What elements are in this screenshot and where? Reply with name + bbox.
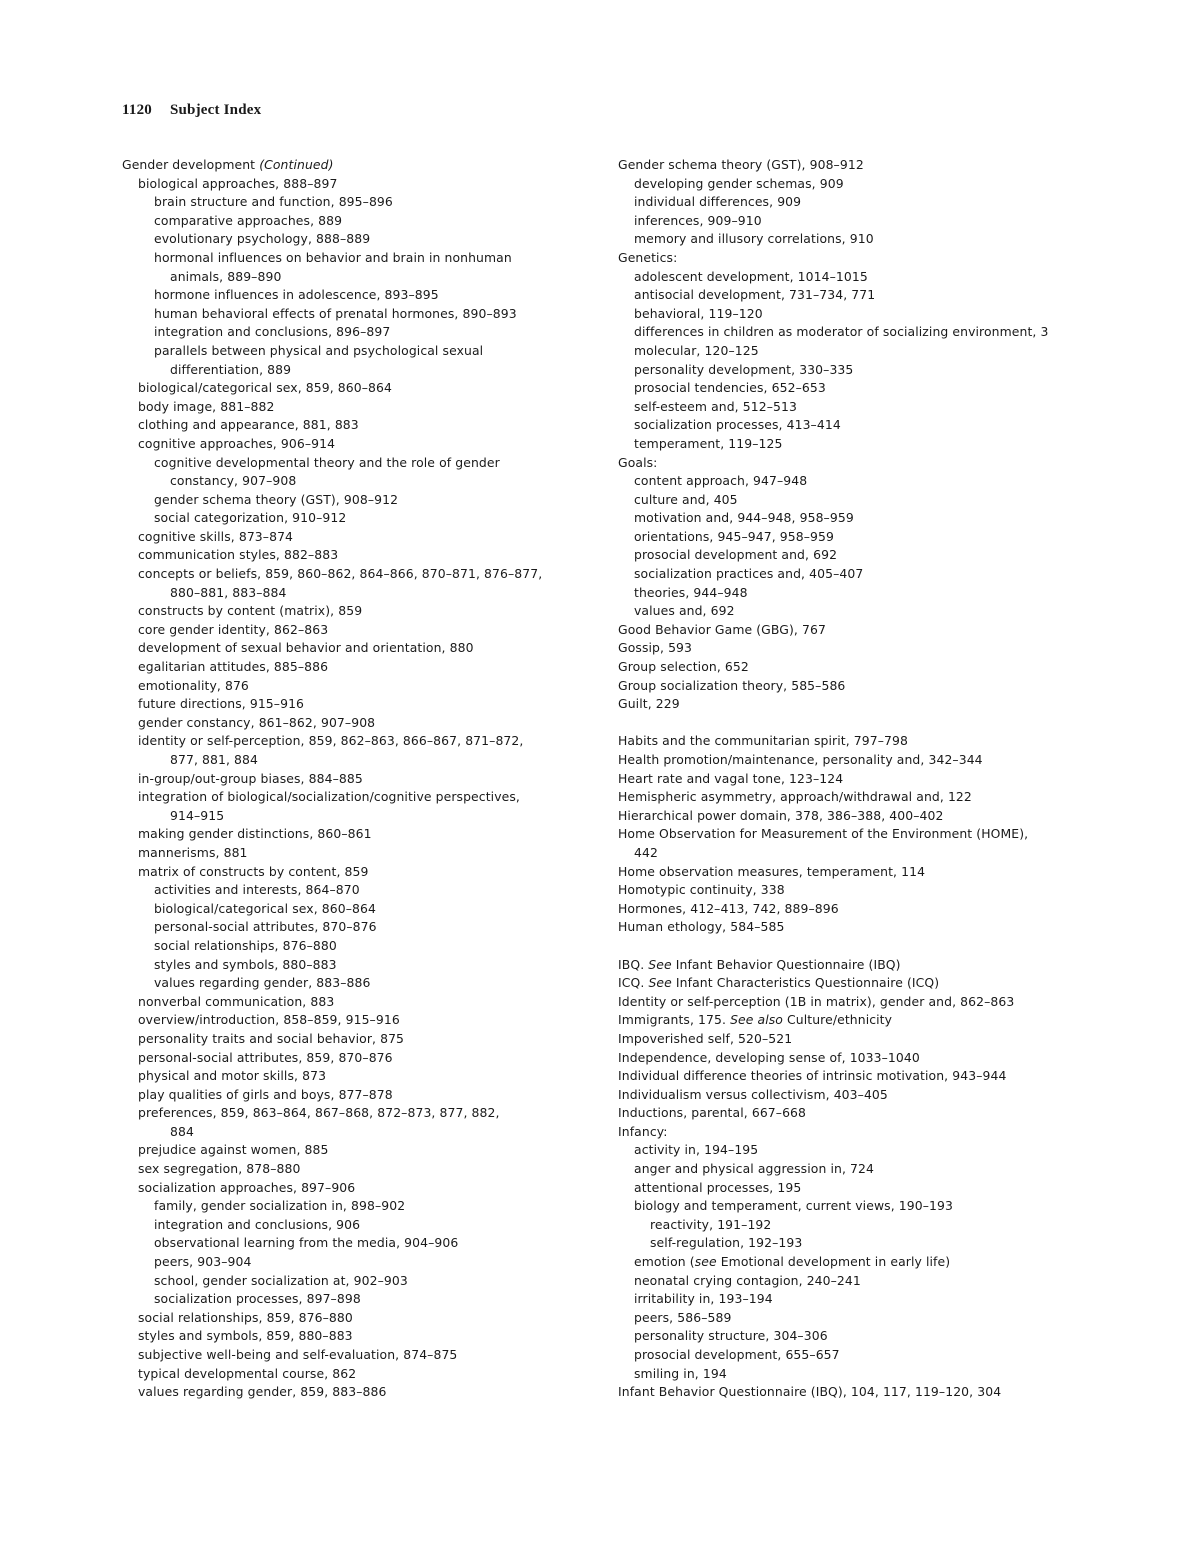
index-subentry: [122, 918, 592, 937]
index-subentry: [122, 584, 592, 603]
index-subentry: [122, 342, 592, 361]
index-subentry: [122, 379, 592, 398]
index-subentry: [122, 1067, 592, 1086]
entry-text: observational learning from the media, 904–906: [154, 1235, 459, 1251]
index-entry: [618, 1067, 1088, 1086]
entry-text: Goals:: [618, 454, 658, 470]
index-entry: [618, 788, 1088, 807]
index-subentry: [618, 1234, 1088, 1253]
entry-text: personality structure, 304–306: [634, 1328, 828, 1344]
entry-text: Identity or self-perception (1B in matrix), gender and, 862–863: [618, 993, 1015, 1009]
index-subentry: [122, 435, 592, 454]
cross-reference-italic: see: [694, 1254, 717, 1270]
entry-text: matrix of constructs by content, 859: [138, 863, 369, 879]
entry-text: Hierarchical power domain, 378, 386–388, 400–402: [618, 807, 944, 823]
index-subentry: [618, 472, 1088, 491]
entry-text: egalitarian attitudes, 885–886: [138, 659, 329, 675]
index-subentry: [618, 509, 1088, 528]
entry-text: hormone influences in adolescence, 893–895: [154, 287, 439, 303]
index-subentry: [122, 546, 592, 565]
entry-text: 914–915: [170, 807, 225, 823]
index-subentry: [122, 249, 592, 268]
index-subentry: [618, 546, 1088, 565]
index-subentry: [122, 658, 592, 677]
index-entry: [618, 918, 1088, 937]
entry-text: content approach, 947–948: [634, 473, 808, 489]
index-subentry: [122, 361, 592, 380]
entry-text: 880–881, 883–884: [170, 584, 287, 600]
index-subentry: [122, 286, 592, 305]
index-subentry: [618, 212, 1088, 231]
index-subentry: [618, 342, 1088, 361]
entry-text: future directions, 915–916: [138, 696, 305, 712]
entry-text: Inductions, parental, 667–668: [618, 1105, 807, 1121]
index-entry: [618, 863, 1088, 882]
index-subentry: [122, 677, 592, 696]
index-subentry: [122, 602, 592, 621]
entry-text: Hemispheric asymmetry, approach/withdrawal and, 122: [618, 789, 972, 805]
index-entry: [618, 993, 1088, 1012]
index-subentry: [122, 1346, 592, 1365]
index-subentry: [122, 1179, 592, 1198]
index-subentry: [122, 1123, 592, 1142]
index-entry: [618, 807, 1088, 826]
index-subentry: [122, 1383, 592, 1402]
index-subentry: [122, 1086, 592, 1105]
index-entry: [618, 770, 1088, 789]
entry-text: gender constancy, 861–862, 907–908: [138, 714, 376, 730]
entry-text: biological approaches, 888–897: [138, 175, 338, 191]
entry-text: reactivity, 191–192: [650, 1216, 772, 1232]
entry-text: gender schema theory (GST), 908–912: [154, 491, 399, 507]
index-subentry: [122, 770, 592, 789]
index-subentry: [618, 1346, 1088, 1365]
entry-text: Homotypic continuity, 338: [618, 882, 785, 898]
index-entry: [618, 1383, 1088, 1402]
index-subentry: [122, 1160, 592, 1179]
index-subentry: [122, 528, 592, 547]
entry-text: parallels between physical and psychological sexual: [154, 342, 484, 358]
index-entry: [618, 454, 1088, 473]
index-subentry: [122, 1104, 592, 1123]
entry-text: differentiation, 889: [170, 361, 292, 377]
index-entry: [618, 1086, 1088, 1105]
entry-text: social relationships, 876–880: [154, 937, 337, 953]
index-entry: [618, 695, 1088, 714]
index-subentry: [122, 212, 592, 231]
index-subentry: [122, 491, 592, 510]
entry-text: prejudice against women, 885: [138, 1142, 329, 1158]
index-subentry: [618, 491, 1088, 510]
index-entry: [618, 1011, 1088, 1030]
entry-text: peers, 903–904: [154, 1254, 252, 1270]
index-subentry: [618, 416, 1088, 435]
entry-text: smiling in, 194: [634, 1365, 727, 1381]
index-column-right: [618, 156, 1088, 1402]
entry-text: prosocial tendencies, 652–653: [634, 380, 826, 396]
index-subentry: [618, 435, 1088, 454]
entry-text: family, gender socialization in, 898–902: [154, 1198, 406, 1214]
entry-text: constructs by content (matrix), 859: [138, 603, 363, 619]
index-entry: [122, 156, 592, 175]
running-head: [122, 102, 261, 119]
entry-text: biological/categorical sex, 859, 860–864: [138, 380, 392, 396]
entry-text: concepts or beliefs, 859, 860–862, 864–866, 870–871, 876–877,: [138, 566, 543, 582]
index-subentry: [618, 1160, 1088, 1179]
cross-reference-italic: (Continued): [259, 157, 334, 172]
index-entry: [618, 1104, 1088, 1123]
index-subentry: [618, 379, 1088, 398]
index-subentry: [122, 1272, 592, 1291]
index-subentry: [122, 1049, 592, 1068]
index-subentry: [618, 398, 1088, 417]
entry-text: integration and conclusions, 906: [154, 1216, 361, 1232]
entry-text: Home Observation for Measurement of the Environment (HOME),: [618, 826, 1029, 842]
index-entry: [618, 732, 1088, 751]
entry-text: Immigrants, 175.: [618, 1012, 731, 1028]
index-subentry: [122, 956, 592, 975]
entry-text: body image, 881–882: [138, 398, 275, 414]
entry-text: clothing and appearance, 881, 883: [138, 417, 359, 433]
index-entry: [618, 974, 1088, 993]
entry-text: peers, 586–589: [634, 1309, 732, 1325]
entry-text: Hormones, 412–413, 742, 889–896: [618, 900, 839, 916]
entry-text: Independence, developing sense of, 1033–1040: [618, 1049, 920, 1065]
index-subentry: [122, 305, 592, 324]
index-subentry: [618, 1216, 1088, 1235]
entry-text: adolescent development, 1014–1015: [634, 268, 868, 284]
index-subentry: [122, 732, 592, 751]
entry-text: theories, 944–948: [634, 584, 748, 600]
index-entry: [618, 825, 1088, 844]
entry-text: biology and temperament, current views, 190–193: [634, 1198, 954, 1214]
entry-text: personality traits and social behavior, 875: [138, 1030, 405, 1046]
index-subentry: [122, 825, 592, 844]
index-subentry: [618, 361, 1088, 380]
entry-text: attentional processes, 195: [634, 1179, 802, 1195]
index-subentry: [122, 1253, 592, 1272]
entry-text: subjective well-being and self-evaluation, 874–875: [138, 1347, 458, 1362]
index-subentry: [122, 175, 592, 194]
index-entry: [618, 1030, 1088, 1049]
entry-text: memory and illusory correlations, 910: [634, 231, 874, 247]
entry-text: Gender schema theory (GST), 908–912: [618, 157, 864, 172]
entry-text: behavioral, 119–120: [634, 305, 763, 321]
entry-text: emotionality, 876: [138, 677, 249, 693]
entry-text: physical and motor skills, 873: [138, 1068, 327, 1084]
index-subentry: [122, 1011, 592, 1030]
index-subentry: [618, 1309, 1088, 1328]
index-subentry: [122, 751, 592, 770]
entry-text: Habits and the communitarian spirit, 797–798: [618, 733, 908, 749]
index-subentry: [122, 416, 592, 435]
entry-text: 877, 881, 884: [170, 752, 259, 767]
index-subentry: [122, 1309, 592, 1328]
page-number: 1120: [122, 102, 152, 118]
index-subentry: [618, 602, 1088, 621]
entry-text: Infant Behavior Questionnaire (IBQ): [671, 956, 901, 972]
entry-text: core gender identity, 862–863: [138, 621, 329, 637]
entry-text: Heart rate and vagal tone, 123–124: [618, 770, 844, 786]
entry-text: cognitive skills, 873–874: [138, 528, 294, 544]
index-subentry: [122, 621, 592, 640]
entry-text: styles and symbols, 859, 880–883: [138, 1328, 353, 1344]
entry-text: differences in children as moderator of socializing environment, 3: [634, 324, 1049, 340]
index-subentry: [618, 528, 1088, 547]
index-subentry: [122, 1216, 592, 1235]
entry-text: neonatal crying contagion, 240–241: [634, 1272, 861, 1288]
index-entry: [618, 156, 1088, 175]
entry-text: activity in, 194–195: [634, 1142, 759, 1158]
entry-text: mannerisms, 881: [138, 844, 248, 860]
entry-text: Health promotion/maintenance, personality and, 342–344: [618, 752, 983, 767]
index-subentry: [618, 1272, 1088, 1291]
index-subentry: [122, 1234, 592, 1253]
index-entry: [618, 249, 1088, 268]
index-subentry: [122, 695, 592, 714]
index-subentry: [122, 193, 592, 212]
index-subentry: [122, 1197, 592, 1216]
index-entry: [618, 1049, 1088, 1068]
entry-text: hormonal influences on behavior and brain in nonhuman: [154, 249, 512, 265]
entry-text: Human ethology, 584–585: [618, 919, 785, 935]
entry-text: temperament, 119–125: [634, 435, 783, 451]
index-subentry: [618, 268, 1088, 287]
entry-text: evolutionary psychology, 888–889: [154, 231, 371, 247]
index-entry: [618, 751, 1088, 770]
entry-text: Gender development: [122, 157, 260, 172]
entry-text: integration of biological/socialization/cognitive perspectives,: [138, 789, 520, 805]
index-subentry: [618, 584, 1088, 603]
index-subentry: [618, 1290, 1088, 1309]
entry-text: Impoverished self, 520–521: [618, 1030, 793, 1046]
entry-text: nonverbal communication, 883: [138, 993, 335, 1009]
entry-text: irritability in, 193–194: [634, 1291, 773, 1307]
entry-text: Genetics:: [618, 249, 678, 265]
entry-text: Infant Characteristics Questionnaire (ICQ): [671, 975, 940, 991]
entry-text: antisocial development, 731–734, 771: [634, 287, 876, 303]
entry-text: cognitive approaches, 906–914: [138, 435, 336, 451]
index-subentry: [618, 844, 1088, 863]
index-subentry: [122, 714, 592, 733]
entry-text: constancy, 907–908: [170, 473, 297, 489]
entry-text: orientations, 945–947, 958–959: [634, 528, 834, 544]
index-entry: [618, 658, 1088, 677]
entry-text: biological/categorical sex, 860–864: [154, 900, 376, 916]
index-subentry: [618, 1179, 1088, 1198]
entry-text: IBQ.: [618, 956, 649, 972]
index-subentry: [122, 807, 592, 826]
cross-reference-italic: See: [648, 956, 672, 972]
index-subentry: [618, 1253, 1088, 1272]
index-subentry: [122, 1290, 592, 1309]
entry-text: social categorization, 910–912: [154, 510, 347, 526]
entry-text: self-regulation, 192–193: [650, 1235, 803, 1251]
section-title: Subject Index: [169, 102, 262, 118]
index-subentry: [618, 1365, 1088, 1384]
index-subentry: [122, 509, 592, 528]
index-subentry: [618, 1327, 1088, 1346]
index-subentry: [122, 863, 592, 882]
index-subentry: [618, 1197, 1088, 1216]
entry-text: 884: [170, 1123, 194, 1139]
entry-text: human behavioral effects of prenatal hormones, 890–893: [154, 305, 517, 321]
entry-text: Emotional development in early life): [716, 1254, 951, 1270]
entry-text: brain structure and function, 895–896: [154, 194, 393, 210]
index-entry: [618, 639, 1088, 658]
index-subentry: [618, 175, 1088, 194]
entry-text: culture and, 405: [634, 491, 738, 507]
entry-text: socialization practices and, 405–407: [634, 566, 864, 582]
entry-text: styles and symbols, 880–883: [154, 956, 337, 972]
index-subentry: [618, 305, 1088, 324]
letter-gap: [618, 937, 1088, 956]
entry-text: Infant Behavior Questionnaire (IBQ), 104, 117, 119–120, 304: [618, 1384, 1002, 1400]
index-subentry: [618, 323, 1088, 342]
index-subentry: [618, 565, 1088, 584]
entry-text: identity or self-perception, 859, 862–863, 866–867, 871–872,: [138, 733, 524, 749]
index-entry: [618, 956, 1088, 975]
entry-text: school, gender socialization at, 902–903: [154, 1272, 408, 1288]
index-subentry: [122, 398, 592, 417]
entry-text: anger and physical aggression in, 724: [634, 1161, 874, 1177]
entry-text: motivation and, 944–948, 958–959: [634, 510, 854, 526]
entry-text: prosocial development, 655–657: [634, 1347, 840, 1362]
entry-text: sex segregation, 878–880: [138, 1161, 301, 1177]
index-entry: [618, 677, 1088, 696]
index-subentry: [122, 639, 592, 658]
entry-text: molecular, 120–125: [634, 342, 759, 358]
entry-text: socialization processes, 413–414: [634, 417, 841, 433]
index-subentry: [122, 1365, 592, 1384]
entry-text: cognitive developmental theory and the role of gender: [154, 454, 500, 470]
entry-text: comparative approaches, 889: [154, 212, 343, 228]
index-subentry: [618, 286, 1088, 305]
index-subentry: [122, 900, 592, 919]
entry-text: emotion (: [634, 1254, 695, 1270]
entry-text: in-group/out-group biases, 884–885: [138, 770, 363, 786]
entry-text: overview/introduction, 858–859, 915–916: [138, 1012, 400, 1028]
entry-text: values regarding gender, 859, 883–886: [138, 1384, 387, 1400]
entry-text: play qualities of girls and boys, 877–878: [138, 1086, 393, 1102]
entry-text: 442: [634, 844, 658, 860]
index-subentry: [122, 1141, 592, 1160]
index-subentry: [122, 268, 592, 287]
entry-text: animals, 889–890: [170, 268, 282, 284]
index-subentry: [122, 881, 592, 900]
index-subentry: [618, 1141, 1088, 1160]
index-subentry: [122, 1030, 592, 1049]
cross-reference-italic: See: [648, 975, 672, 991]
entry-text: personal-social attributes, 870–876: [154, 919, 377, 935]
index-subentry: [122, 974, 592, 993]
entry-text: Group socialization theory, 585–586: [618, 677, 846, 693]
cross-reference-italic: See also: [730, 1012, 783, 1028]
index-subentry: [122, 844, 592, 863]
index-subentry: [618, 230, 1088, 249]
entry-text: socialization approaches, 897–906: [138, 1179, 356, 1195]
index-subentry: [122, 230, 592, 249]
entry-text: socialization processes, 897–898: [154, 1291, 361, 1307]
entry-text: Infancy:: [618, 1123, 668, 1139]
index-subentry: [122, 323, 592, 342]
entry-text: typical developmental course, 862: [138, 1365, 357, 1381]
entry-text: communication styles, 882–883: [138, 547, 339, 563]
index-subentry: [122, 788, 592, 807]
entry-text: making gender distinctions, 860–861: [138, 826, 372, 842]
entry-text: Home observation measures, temperament, 114: [618, 863, 926, 879]
entry-text: development of sexual behavior and orientation, 880: [138, 640, 474, 656]
entry-text: Guilt, 229: [618, 696, 680, 712]
index-entry: [618, 1123, 1088, 1142]
entry-text: preferences, 859, 863–864, 867–868, 872–873, 877, 882,: [138, 1105, 500, 1121]
entry-text: values regarding gender, 883–886: [154, 975, 371, 991]
entry-text: developing gender schemas, 909: [634, 175, 844, 191]
index-entry: [618, 900, 1088, 919]
entry-text: Individual difference theories of intrinsic motivation, 943–944: [618, 1068, 1007, 1084]
entry-text: individual differences, 909: [634, 194, 802, 210]
index-subentry: [122, 937, 592, 956]
letter-gap: [618, 714, 1088, 733]
entry-text: social relationships, 859, 876–880: [138, 1309, 353, 1325]
entry-text: integration and conclusions, 896–897: [154, 324, 391, 340]
index-subentry: [122, 472, 592, 491]
index-column-left: [122, 156, 592, 1402]
entry-text: values and, 692: [634, 603, 735, 619]
index-entry: [618, 621, 1088, 640]
entry-text: Gossip, 593: [618, 640, 693, 656]
index-subentry: [122, 993, 592, 1012]
index-subentry: [122, 454, 592, 473]
index-entry: [618, 881, 1088, 900]
index-subentry: [122, 1327, 592, 1346]
entry-text: Good Behavior Game (GBG), 767: [618, 621, 826, 637]
entry-text: Individualism versus collectivism, 403–405: [618, 1086, 888, 1102]
entry-text: personal-social attributes, 859, 870–876: [138, 1049, 393, 1065]
entry-text: Group selection, 652: [618, 659, 749, 675]
index-subentry: [618, 193, 1088, 212]
entry-text: prosocial development and, 692: [634, 547, 838, 563]
entry-text: inferences, 909–910: [634, 212, 762, 228]
entry-text: ICQ.: [618, 975, 649, 991]
entry-text: self-esteem and, 512–513: [634, 398, 797, 414]
entry-text: activities and interests, 864–870: [154, 882, 360, 898]
entry-text: Culture/ethnicity: [782, 1012, 893, 1028]
index-subentry: [122, 565, 592, 584]
entry-text: personality development, 330–335: [634, 361, 854, 377]
